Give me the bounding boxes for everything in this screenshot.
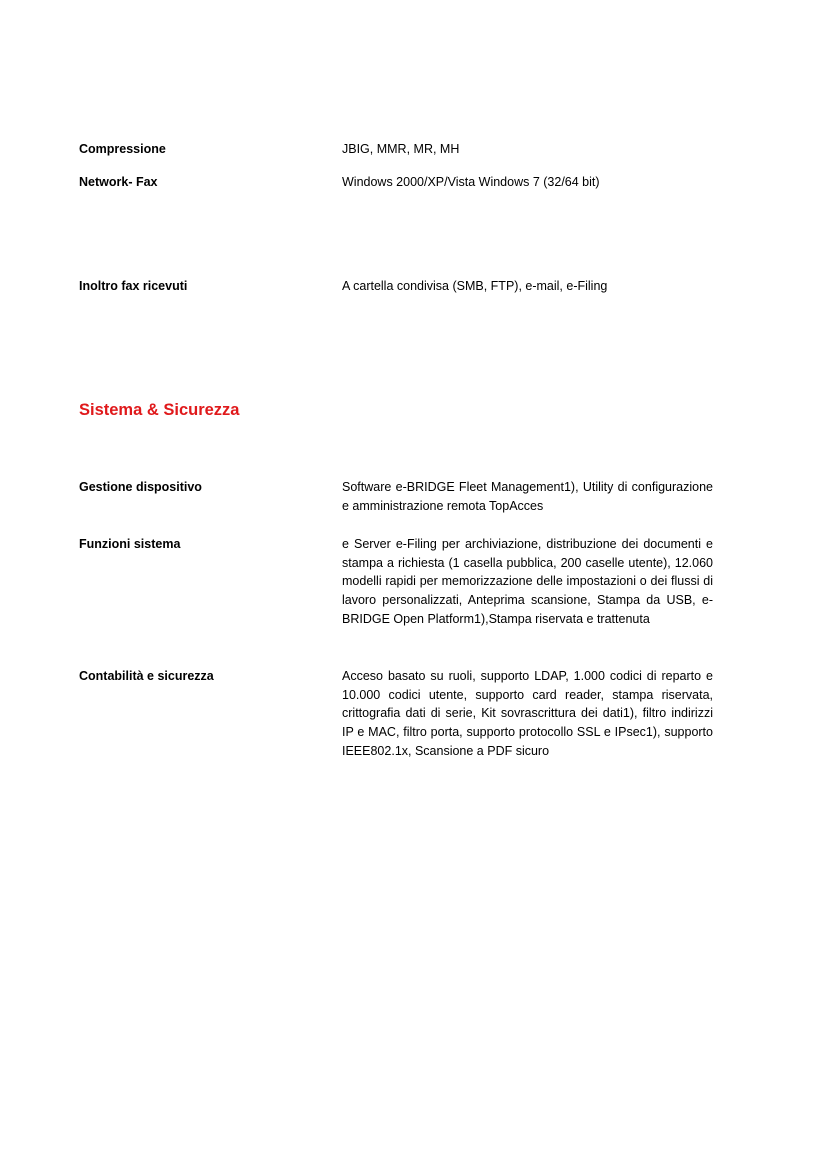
spec-label-inoltro-fax: Inoltro fax ricevuti [79, 279, 188, 293]
spec-value-gestione-dispositivo: Software e-BRIDGE Fleet Management1), Utility di configurazione e amministrazione remota TopAcces [342, 480, 713, 513]
section-title: Sistema & Sicurezza [79, 401, 240, 419]
spec-label-compressione: Compressione [79, 142, 166, 156]
spec-label-gestione-dispositivo: Gestione dispositivo [79, 480, 202, 494]
spec-value-funzioni-sistema: e Server e-Filing per archiviazione, distribuzione dei documenti e stampa a richiesta (1 casella pubblica, 200 caselle utente), 12.060 modelli rapidi per memorizzazione delle impostazioni o dei flussi di lavoro personalizzati, Anteprima scansione, Stampa da USB, e-BRIDGE Open Platform1),Stampa riservata e trattenuta [342, 537, 713, 626]
spec-label-network-fax: Network- Fax [79, 175, 158, 189]
spec-label-contabilita-sicurezza: Contabilità e sicurezza [79, 669, 214, 683]
spec-value-network-fax: Windows 2000/XP/Vista Windows 7 (32/64 bit) [342, 175, 600, 189]
spec-value-compressione: JBIG, MMR, MR, MH [342, 142, 460, 156]
spec-value-contabilita-sicurezza: Acceso basato su ruoli, supporto LDAP, 1.000 codici di reparto e 10.000 codici utente, supporto card reader, stampa riservata, crittografia dati di serie, Kit sovrascrittura dei dati1), filtro indirizzi IP e MAC, filtro porta, supporto protocollo SSL e IPsec1), supporto IEEE802.1x, Scansione a PDF sicuro [342, 669, 713, 758]
spec-label-funzioni-sistema: Funzioni sistema [79, 537, 181, 551]
spec-value-inoltro-fax: A cartella condivisa (SMB, FTP), e-mail, e-Filing [342, 279, 608, 293]
